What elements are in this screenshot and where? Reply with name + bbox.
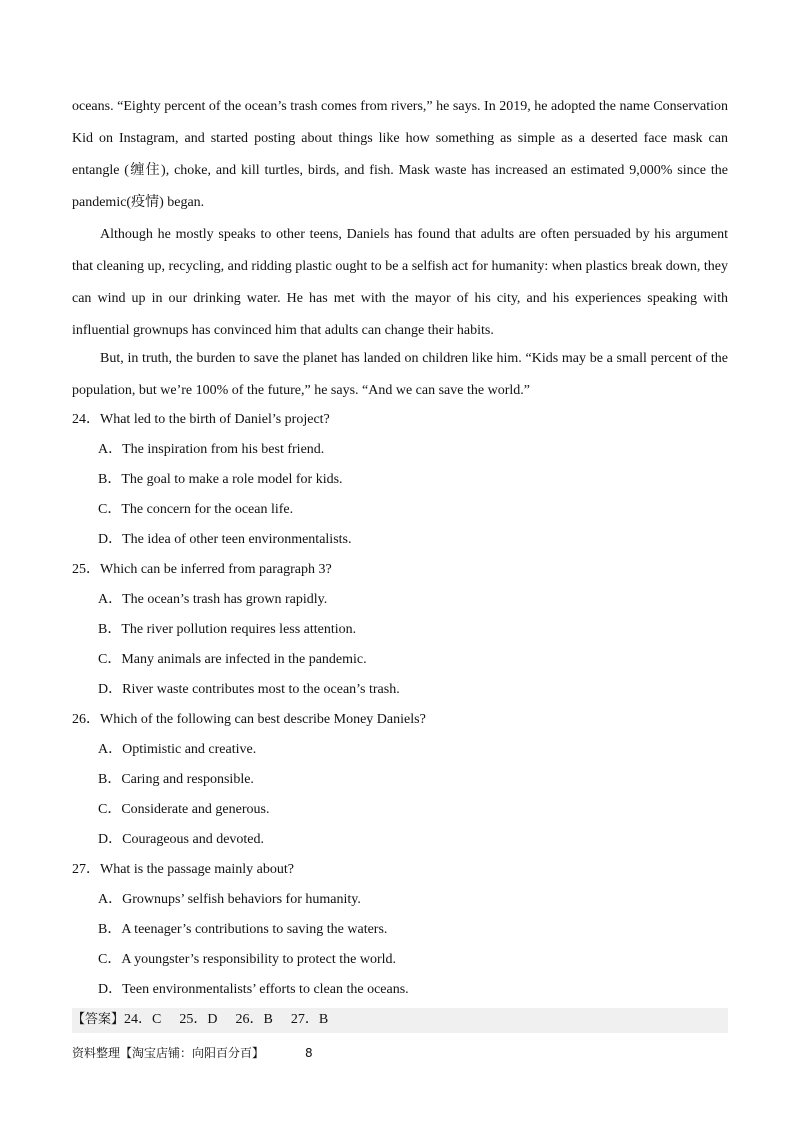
- question-25-stem: 25．Which can be inferred from paragraph 3?: [72, 562, 332, 577]
- question-26-stem: 26．Which of the following can best describe Money Daniels?: [72, 712, 426, 727]
- question-26-option-c: C．Considerate and generous.: [98, 802, 270, 817]
- passage-paragraph-1: oceans. “Eighty percent of the ocean’s trash comes from rivers,” he says. In 2019, he adopted the name Conservation Kid on Instagram, and started posting about things like how something as simple as a deserted face mask can entangle (缠住), choke, and kill turtles, birds, and fish. Mask waste has increased an estimated 9,000% since the pandemic(疫情) began.: [72, 99, 728, 210]
- question-24-stem: 24．What led to the birth of Daniel’s project?: [72, 412, 330, 427]
- answer-25: 25．D: [179, 1012, 218, 1027]
- question-27-stem: 27．What is the passage mainly about?: [72, 862, 294, 877]
- passage-paragraph-3: But, in truth, the burden to save the planet has landed on children like him. “Kids may be a small percent of the population, but we’re 100% of the future,” he says. “And we can save the world.”: [72, 351, 728, 398]
- question-25-option-a: A．The ocean’s trash has grown rapidly.: [98, 592, 328, 607]
- question-26-option-a: A．Optimistic and creative.: [98, 742, 257, 757]
- footer-source: 资料整理【淘宝店铺：向阳百分百】: [72, 1046, 265, 1060]
- answer-key-bar: [72, 1008, 728, 1033]
- question-26-option-d: D．Courageous and devoted.: [98, 832, 265, 847]
- question-25-option-d: D．River waste contributes most to the ocean’s trash.: [98, 682, 400, 697]
- question-25-option-b: B．The river pollution requires less attention.: [98, 622, 357, 637]
- passage-paragraph-2: Although he mostly speaks to other teens, Daniels has found that adults are often persuaded by his argument that cleaning up, recycling, and ridding plastic ought to be a selfish act for humanity: when plastics break down, they can wind up in our drinking water. He has met with the mayor of his city, and his experiences speaking with influential grownups has convinced him that adults can change their habits.: [72, 227, 728, 338]
- question-27-option-b: B．A teenager’s contributions to saving the waters.: [98, 922, 388, 937]
- question-25-option-c: C．Many animals are infected in the pandemic.: [98, 652, 367, 667]
- question-27-option-d: D．Teen environmentalists’ efforts to clean the oceans.: [98, 982, 409, 997]
- answer-key: [72, 1010, 346, 1030]
- answer-26: 26．B: [235, 1012, 273, 1027]
- page-number: 8: [305, 1046, 313, 1060]
- question-24-option-a: A．The inspiration from his best friend.: [98, 442, 325, 457]
- answer-label: 【答案】: [72, 1012, 125, 1027]
- question-26-option-b: B．Caring and responsible.: [98, 772, 254, 787]
- answer-24: 24．C: [124, 1012, 162, 1027]
- question-27-option-a: A．Grownups’ selfish behaviors for humanity.: [98, 892, 361, 907]
- question-24-option-c: C．The concern for the ocean life.: [98, 502, 294, 517]
- question-24-option-d: D．The idea of other teen environmentalists.: [98, 532, 352, 547]
- question-27-option-c: C．A youngster’s responsibility to protect the world.: [98, 952, 396, 967]
- answer-27: 27．B: [290, 1012, 329, 1027]
- question-24-option-b: B．The goal to make a role model for kids.: [98, 472, 343, 487]
